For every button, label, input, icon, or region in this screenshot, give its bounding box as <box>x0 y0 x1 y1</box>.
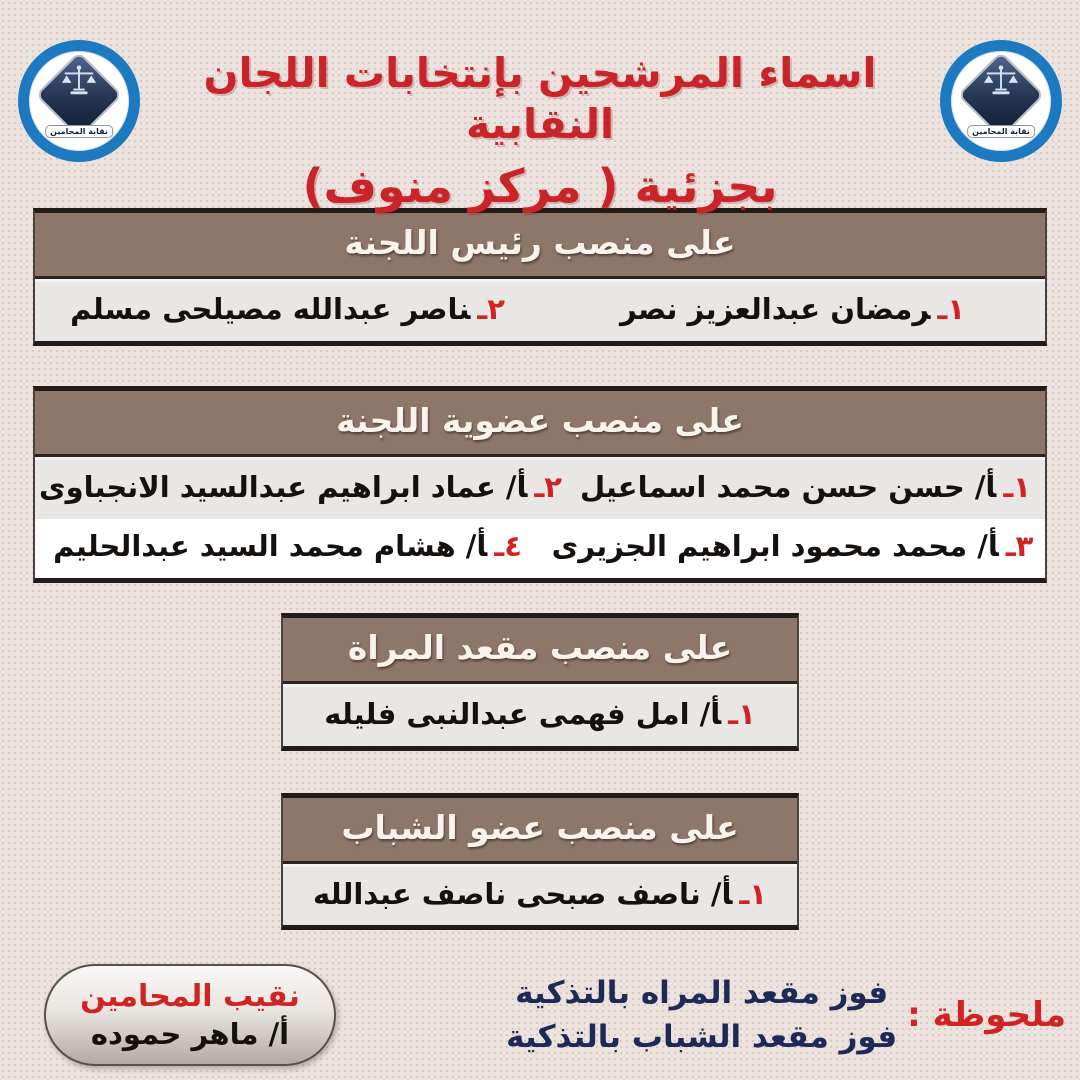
candidate <box>566 460 1045 519</box>
page-title <box>140 40 940 214</box>
candidate-number: ١ـ <box>937 292 966 327</box>
candidate <box>540 282 1045 341</box>
candidate-row <box>35 519 1045 578</box>
candidate-name: أ/ ناصف صبحى ناصف عبدالله <box>313 876 733 911</box>
candidate-number: ١ـ <box>728 696 756 731</box>
candidate-number: ٣ـ <box>1005 528 1034 563</box>
candidate-row <box>35 460 1045 519</box>
president-title: نقيب المحامين <box>80 979 300 1015</box>
note-line-women: فوز مقعد المراه بالتذكية <box>515 975 889 1012</box>
candidate-name: أ/ محمد محمود ابراهيم الجزيرى <box>551 528 999 563</box>
note-line-youth: فوز مقعد الشباب بالتذكية <box>506 1019 898 1056</box>
bar-association-logo-right <box>940 40 1062 162</box>
scales-icon <box>982 63 1020 103</box>
candidate-number: ٢ـ <box>534 470 562 505</box>
candidate <box>283 687 797 746</box>
section-womens-seat <box>281 613 799 751</box>
acclamation-note <box>506 975 1066 1055</box>
section-committee-membership <box>33 386 1047 583</box>
president-badge <box>44 964 336 1066</box>
section-body <box>35 279 1045 341</box>
section-body <box>283 684 797 746</box>
candidate-name: أ/ امل فهمى عبدالنبى فليله <box>324 696 722 731</box>
title-line-2: بجزئية ( مركز منوف) <box>302 158 778 213</box>
candidate <box>283 867 797 926</box>
section-body <box>283 864 797 926</box>
candidate <box>35 282 540 341</box>
candidate-number: ١ـ <box>1003 470 1031 505</box>
candidate-row <box>283 867 797 926</box>
section-body <box>35 457 1045 577</box>
candidate-number: ٢ـ <box>477 292 505 327</box>
candidate <box>35 460 566 519</box>
candidate-name: أ/ عماد ابراهيم عبدالسيد الانجباوى <box>39 470 528 505</box>
scales-icon <box>60 63 98 103</box>
candidate-name: أ/ حسن حسن محمد اسماعيل <box>580 470 997 505</box>
section-youth-member <box>281 793 799 931</box>
candidate-name: رمضان عبدالعزيز نصر <box>619 292 931 327</box>
candidate <box>540 519 1045 578</box>
president-name: أ/ ماهر حموده <box>90 1016 290 1051</box>
title-line-1: اسماء المرشحين بإنتخابات اللجان النقابية <box>203 49 877 149</box>
note-lines <box>506 975 897 1055</box>
candidate-row <box>283 687 797 746</box>
note-label: ملحوظة : <box>907 995 1066 1036</box>
logo-banner-label: نقابة المحامين <box>45 125 113 138</box>
section-header: على منصب مقعد المراة <box>283 618 797 684</box>
candidate-row <box>35 282 1045 341</box>
footer <box>44 964 1066 1066</box>
candidate-number: ٤ـ <box>494 528 522 563</box>
section-header: على منصب عضو الشباب <box>283 798 797 864</box>
candidate-number: ١ـ <box>739 876 767 911</box>
candidate <box>35 519 540 578</box>
section-committee-president <box>33 208 1047 346</box>
candidate-name: ناصر عبدالله مصيلحى مسلم <box>70 292 471 327</box>
bar-association-logo-left <box>18 40 140 162</box>
header-bar <box>0 0 1080 213</box>
section-header: على منصب رئيس اللجنة <box>35 213 1045 279</box>
logo-banner-label: نقابة المحامين <box>967 125 1035 138</box>
candidate-name: أ/ هشام محمد السيد عبدالحليم <box>53 528 488 563</box>
section-header: على منصب عضوية اللجنة <box>35 391 1045 457</box>
